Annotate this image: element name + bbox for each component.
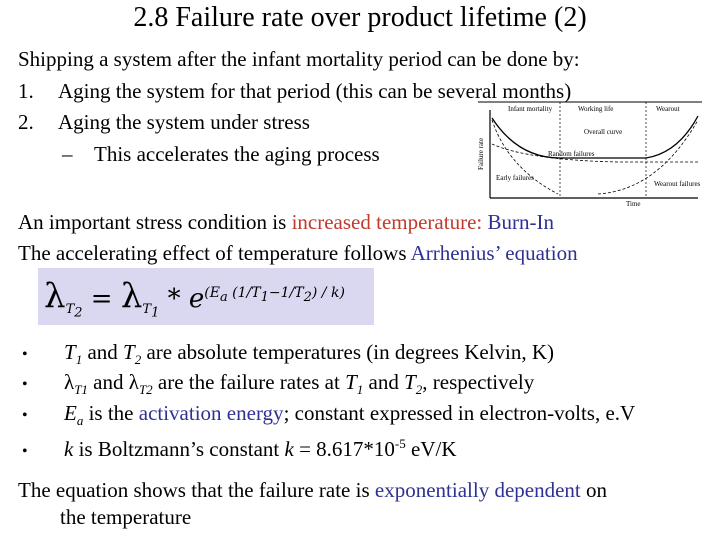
lambda-t1: λ xyxy=(120,276,143,316)
b2-mid: are the failure rates at xyxy=(152,370,346,394)
b1-t2-sub: 2 xyxy=(134,352,142,368)
label-random: Random failures xyxy=(548,150,595,158)
label-early: Early failures xyxy=(496,174,534,182)
b4-k2: k xyxy=(284,437,294,461)
conclusion-prefix: The equation shows that the failure rate is xyxy=(18,478,375,502)
bullet-3-mark: • xyxy=(22,407,28,424)
arrhenius-formula-box xyxy=(38,268,374,325)
stress-prefix: An important stress condition is xyxy=(18,210,292,234)
b2-rest: , respectively xyxy=(422,370,535,394)
region-infant: Infant mortality xyxy=(508,105,553,113)
slide-title: 2.8 Failure rate over product lifetime (2) xyxy=(133,2,587,33)
b1-t1: T xyxy=(64,340,76,364)
step-1-number: 1. xyxy=(18,79,34,103)
b4-k: k xyxy=(64,437,74,461)
bullet-4-mark: • xyxy=(22,443,28,460)
b2-lambda-1-sub: T1 xyxy=(74,382,88,398)
b3-rest: ; constant expressed in electron-volts, e.V xyxy=(283,401,636,425)
conclusion-highlight: exponentially dependent xyxy=(374,478,581,502)
b2-lambda-2: λ xyxy=(128,370,139,394)
b4-exponent: -5 xyxy=(394,436,406,451)
b1-rest: are absolute temperatures (in degrees Kelvin, K) xyxy=(141,340,555,364)
bullet-2 xyxy=(22,370,534,402)
equals-sign: = xyxy=(82,284,121,314)
label-overall: Overall curve xyxy=(584,128,623,136)
step-1-text: Aging the system for that period (this can be several months) xyxy=(58,79,572,103)
arrhenius-prefix: The accelerating effect of temperature follows xyxy=(18,241,411,265)
bathtub-curve-svg xyxy=(478,98,702,208)
step-2-text: Aging the system under stress xyxy=(58,110,310,134)
conclusion-line-2: the temperature xyxy=(60,505,192,529)
euler-e: e xyxy=(188,284,205,314)
b3-e: E xyxy=(64,401,77,425)
sub-bullet xyxy=(62,142,380,166)
exp-minus: −1/T xyxy=(268,285,304,302)
b4-eq: = 8.617*10 xyxy=(293,437,395,461)
b3-mid: is the xyxy=(83,401,139,425)
bullet-4 xyxy=(22,432,457,464)
b2-t2-sub: 2 xyxy=(415,382,423,398)
conclusion-suffix: on xyxy=(580,478,607,502)
arrhenius-line xyxy=(18,241,578,265)
b4-rest: eV/K xyxy=(405,437,457,461)
region-wearout: Wearout xyxy=(656,105,680,113)
exp-1: 1 xyxy=(260,290,269,306)
b4-mid: is Boltzmann’s constant xyxy=(73,437,285,461)
stress-highlight: increased temperature: xyxy=(291,210,483,234)
bullet-2-mark: • xyxy=(22,376,28,393)
burn-in-highlight: Burn-In xyxy=(487,210,554,234)
b1-t1-sub: 1 xyxy=(75,352,83,368)
exp-end: ) / k) xyxy=(311,285,345,302)
exp-2: 2 xyxy=(303,290,312,306)
t1-sub: T xyxy=(142,302,152,318)
sub-bullet-text: This accelerates the aging process xyxy=(94,142,380,166)
b1-and: and xyxy=(82,340,124,364)
x-axis-label: Time xyxy=(626,200,641,208)
label-wearout: Wearout failures xyxy=(654,180,701,188)
stress-line xyxy=(18,210,554,234)
t2-sub-index: 2 xyxy=(74,305,83,321)
b2-t1-sub: 1 xyxy=(356,382,364,398)
exp-rest: (1/T xyxy=(227,285,261,302)
activation-energy-highlight: activation energy xyxy=(138,401,284,425)
times-sign: * xyxy=(159,284,189,314)
y-axis-label: Failure rate xyxy=(477,137,485,170)
lambda-t2: λ xyxy=(44,276,66,316)
bullet-3 xyxy=(22,401,635,433)
exp-open: (E xyxy=(204,285,220,302)
step-2-number: 2. xyxy=(18,110,34,134)
b2-t1: T xyxy=(345,370,357,394)
arrhenius-formula xyxy=(44,276,345,321)
b2-and: and xyxy=(87,370,129,394)
overall-curve xyxy=(492,116,698,158)
conclusion-line-1 xyxy=(18,478,607,502)
t1-sub-index: 1 xyxy=(151,305,160,321)
exp-a: a xyxy=(219,290,228,306)
b1-t2: T xyxy=(123,340,135,364)
arrhenius-highlight: Arrhenius’ equation xyxy=(410,241,578,265)
bullet-1 xyxy=(22,340,554,372)
b3-e-sub: a xyxy=(76,413,84,429)
random-failures-curve xyxy=(492,144,698,162)
b2-t2: T xyxy=(404,370,416,394)
bathtub-curve-figure xyxy=(478,98,702,208)
intro-text: Shipping a system after the infant mortality period can be done by: xyxy=(18,47,580,71)
region-working: Working life xyxy=(578,105,614,113)
b2-and2: and xyxy=(363,370,405,394)
b2-lambda-1: λ xyxy=(64,370,75,394)
sub-bullet-dash: – xyxy=(62,142,73,166)
bullet-1-mark: • xyxy=(22,346,28,363)
b2-lambda-2-sub: T2 xyxy=(138,382,153,398)
step-2 xyxy=(18,110,310,134)
t2-sub: T xyxy=(65,302,75,318)
